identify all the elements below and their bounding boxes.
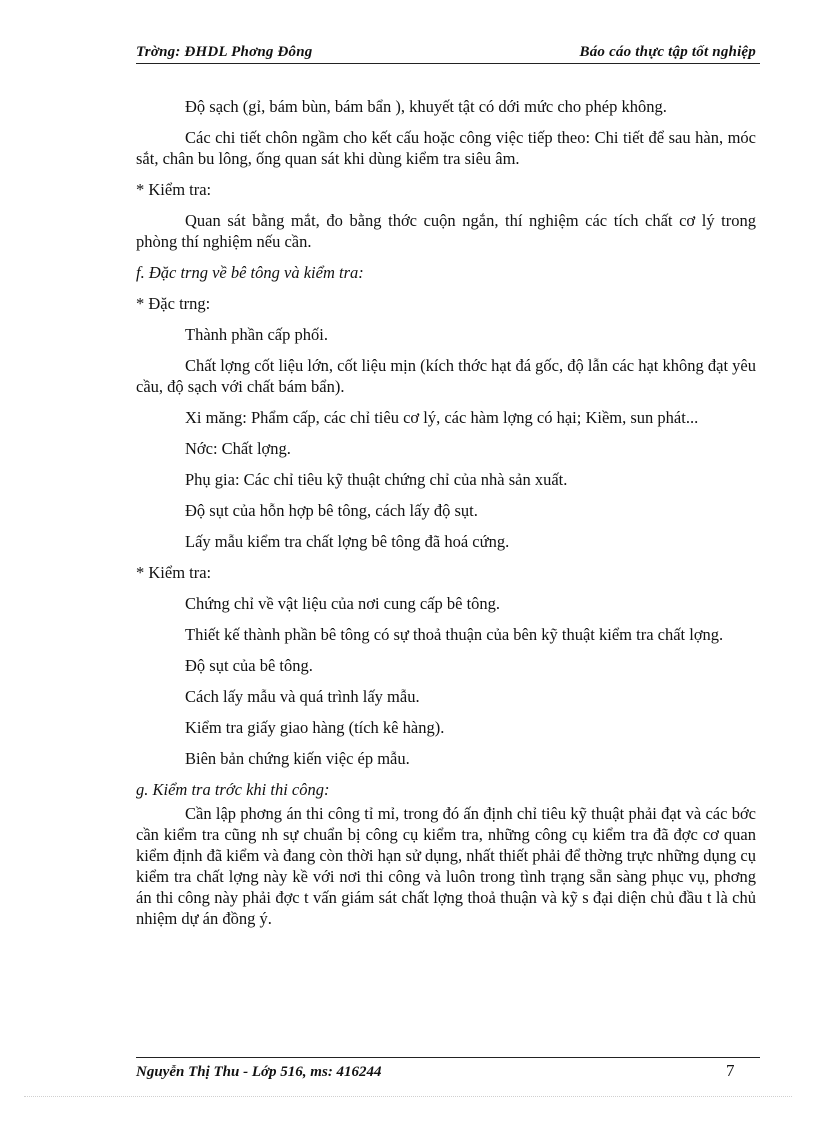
paragraph: Chứng chỉ về vật liệu của nơi cung cấp bê tông. xyxy=(185,594,501,613)
paragraph: Cần lập phơng án thi công tỉ mỉ, trong đó ấn định chỉ tiêu kỹ thuật phải đạt và các bớc cần kiểm tra cũng nh sự chuẩn bị công cụ kiểm tra, những công cụ kiểm tra đã đợc cơ quan kiểm định đã kiểm và đang còn thời hạn sử dụng, nhất thiết phải để thờng trực những dụng cụ kiểm tra chất lợng này kề với nơi thi công và luôn trong tình trạng sẵn sàng phục vụ, phơng án thi công này phải đợc t vấn giám sát chất lợng thoả thuận và kỹ s đại diện chủ đầu t là chủ nhiệm dự án đồng ý. xyxy=(136,804,756,928)
body-text xyxy=(136,96,756,929)
page-number: 7 xyxy=(726,1061,735,1080)
paragraph: Phụ gia: Các chỉ tiêu kỹ thuật chứng chỉ của nhà sản xuất. xyxy=(185,470,568,489)
paragraph: Kiểm tra giấy giao hàng (tích kê hàng). xyxy=(185,718,445,737)
paragraph: Cách lấy mẫu và quá trình lấy mẫu. xyxy=(185,687,420,706)
page-header xyxy=(136,44,760,64)
header-school: Trờng: ĐHDL Phơng Đông xyxy=(136,44,313,60)
paragraph: Quan sát bằng mắt, đo bằng thớc cuộn ngắn, thí nghiệm các tích chất cơ lý trong phòng thí nghiệm nếu cần. xyxy=(136,211,756,251)
paragraph: Độ sụt của hỗn hợp bê tông, cách lấy độ sụt. xyxy=(185,501,478,520)
header-divider xyxy=(136,63,760,64)
section-heading-f: f. Đặc trng về bê tông và kiểm tra: xyxy=(136,263,364,282)
paragraph: Các chi tiết chôn ngầm cho kết cấu hoặc công việc tiếp theo: Chi tiết để sau hàn, móc sắt, chân bu lông, ống quan sát khi dùng kiểm tra siêu âm. xyxy=(136,128,756,168)
footer-author: Nguyễn Thị Thu - Lớp 516, ms: 416244 xyxy=(136,1064,382,1080)
header-report-title: Báo cáo thực tập tốt nghiệp xyxy=(579,44,756,60)
paragraph: Lấy mẫu kiểm tra chất lợng bê tông đã hoá cứng. xyxy=(185,532,510,551)
page-bottom-border xyxy=(24,1096,792,1097)
check-heading: * Kiểm tra: xyxy=(136,563,212,582)
check-heading: * Kiểm tra: xyxy=(136,180,212,199)
paragraph: Thiết kế thành phần bê tông có sự thoả thuận của bên kỹ thuật kiểm tra chất lợng. xyxy=(185,625,724,644)
paragraph: Xi măng: Phẩm cấp, các chỉ tiêu cơ lý, các hàm lợng có hại; Kiềm, sun phát... xyxy=(185,408,699,427)
paragraph: Chất lợng cốt liệu lớn, cốt liệu mịn (kích thớc hạt đá gốc, độ lẫn các hạt không đạt yêu cầu, độ sạch với chất bám bẩn). xyxy=(136,356,756,396)
paragraph: Độ sạch (gỉ, bám bùn, bám bẩn ), khuyết tật có dới mức cho phép không. xyxy=(185,97,667,116)
paragraph: Độ sụt của bê tông. xyxy=(185,656,313,675)
paragraph: Biên bản chứng kiến việc ép mẫu. xyxy=(185,749,410,768)
paragraph: Thành phần cấp phối. xyxy=(185,325,328,344)
characteristics-heading: * Đặc trng: xyxy=(136,294,211,313)
section-heading-g: g. Kiểm tra trớc khi thi công: xyxy=(136,780,330,799)
footer-divider xyxy=(136,1057,760,1058)
paragraph: Nớc: Chất lợng. xyxy=(185,439,291,458)
